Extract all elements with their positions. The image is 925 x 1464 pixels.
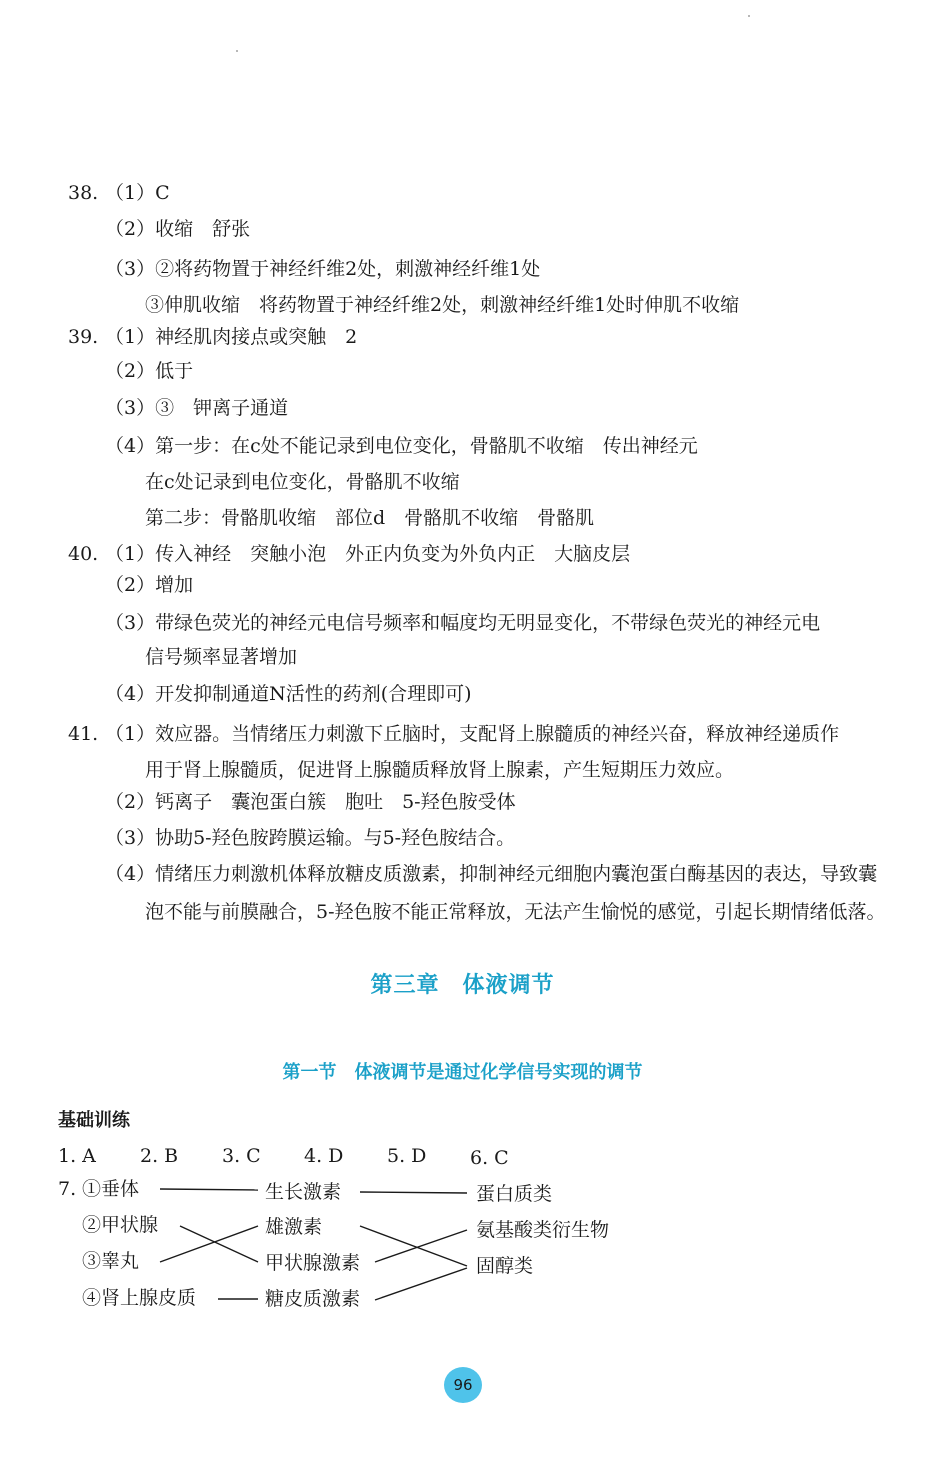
q40-part3: （3）带绿色荧光的神经元电信号频率和幅度均无明显变化，不带绿色荧光的神经元电 bbox=[105, 612, 821, 634]
matching-number: 7. bbox=[58, 1178, 77, 1200]
q40-part3-cont: 信号频率显著增加 bbox=[145, 646, 298, 668]
hormone-androgen: 雄激素 bbox=[265, 1216, 323, 1238]
gland-pituitary: ①垂体 bbox=[82, 1178, 140, 1200]
q38-part3-cont: ③伸肌收缩 将药物置于神经纤维2处，刺激神经纤维1处时伸肌不收缩 bbox=[145, 294, 740, 316]
section-title: 第一节 体液调节是通过化学信号实现的调节 bbox=[282, 1062, 643, 1083]
type-amino-acid-derivative: 氨基酸类衍生物 bbox=[476, 1219, 610, 1241]
mcq-answer-5: 5. D bbox=[387, 1145, 427, 1167]
type-steroid: 固醇类 bbox=[476, 1255, 534, 1277]
q40-part2: （2）增加 bbox=[105, 574, 194, 596]
mcq-answer-6: 6. C bbox=[470, 1147, 509, 1169]
q38-number: 38. bbox=[68, 182, 99, 204]
chapter-title: 第三章 体液调节 bbox=[370, 973, 555, 998]
scan-speck bbox=[748, 15, 750, 17]
q40-number: 40. bbox=[68, 543, 99, 565]
q38-part1: （1）C bbox=[105, 182, 170, 204]
hormone-growth: 生长激素 bbox=[265, 1181, 342, 1203]
q39-part2: （2）低于 bbox=[105, 360, 194, 382]
q39-part4-cont1: 在c处记录到电位变化，骨骼肌不收缩 bbox=[145, 471, 460, 493]
line-testis-androgen bbox=[160, 1226, 258, 1262]
q38-part3: （3）②将药物置于神经纤维2处，刺激神经纤维1处 bbox=[105, 258, 541, 280]
q39-part4: （4）第一步：在c处不能记录到电位变化，骨骼肌不收缩 传出神经元 bbox=[105, 435, 698, 457]
q41-part4: （4）情绪压力刺激机体释放糖皮质激素，抑制神经元细胞内囊泡蛋白酶基因的表达，导致囊 bbox=[105, 863, 878, 885]
q41-part1: （1）效应器。当情绪压力刺激下丘脑时，支配肾上腺髓质的神经兴奋，释放神经递质作 bbox=[105, 723, 840, 745]
line-thyroid-amino bbox=[375, 1230, 467, 1262]
gland-thyroid: ②甲状腺 bbox=[82, 1214, 159, 1236]
q39-part1: （1）神经肌肉接点或突触 2 bbox=[105, 326, 358, 348]
q41-number: 41. bbox=[68, 723, 99, 745]
scan-speck bbox=[236, 50, 238, 52]
gland-testis: ③睾丸 bbox=[82, 1250, 140, 1272]
q41-part4-cont: 泡不能与前膜融合，5-羟色胺不能正常释放，无法产生愉悦的感觉，引起长期情绪低落。 bbox=[145, 901, 886, 923]
line-thyroid-thyroidhormone bbox=[180, 1226, 258, 1262]
page-number-badge: 96 bbox=[444, 1367, 482, 1403]
q41-part2: （2）钙离子 囊泡蛋白簇 胞吐 5-羟色胺受体 bbox=[105, 791, 516, 813]
gland-adrenal-cortex: ④肾上腺皮质 bbox=[82, 1287, 197, 1309]
q38-part2: （2）收缩 舒张 bbox=[105, 218, 251, 240]
q40-part1: （1）传入神经 突触小泡 外正内负变为外负内正 大脑皮层 bbox=[105, 543, 631, 565]
line-pituitary-growth bbox=[160, 1189, 258, 1190]
q39-part3: （3）③ 钾离子通道 bbox=[105, 397, 289, 419]
mcq-answer-2: 2. B bbox=[140, 1145, 179, 1167]
q41-part1-cont: 用于肾上腺髓质，促进肾上腺髓质释放肾上腺素，产生短期压力效应。 bbox=[145, 759, 735, 781]
q39-part4-cont2: 第二步：骨骼肌收缩 部位d 骨骼肌不收缩 骨骼肌 bbox=[145, 507, 595, 529]
mcq-answer-1: 1. A bbox=[58, 1145, 96, 1167]
hormone-glucocorticoid: 糖皮质激素 bbox=[265, 1288, 361, 1310]
q40-part4: （4）开发抑制通道N活性的药剂(合理即可) bbox=[105, 683, 472, 705]
line-growth-protein bbox=[360, 1192, 467, 1193]
type-protein: 蛋白质类 bbox=[476, 1183, 553, 1205]
line-glucocorticoid-steroid bbox=[375, 1268, 467, 1300]
hormone-thyroid: 甲状腺激素 bbox=[265, 1252, 361, 1274]
line-androgen-steroid bbox=[360, 1226, 467, 1266]
mcq-answer-3: 3. C bbox=[222, 1145, 261, 1167]
mcq-answer-4: 4. D bbox=[304, 1145, 344, 1167]
basic-training-heading: 基础训练 bbox=[58, 1110, 130, 1131]
q41-part3: （3）协助5-羟色胺跨膜运输。与5-羟色胺结合。 bbox=[105, 827, 516, 849]
q39-number: 39. bbox=[68, 326, 99, 348]
